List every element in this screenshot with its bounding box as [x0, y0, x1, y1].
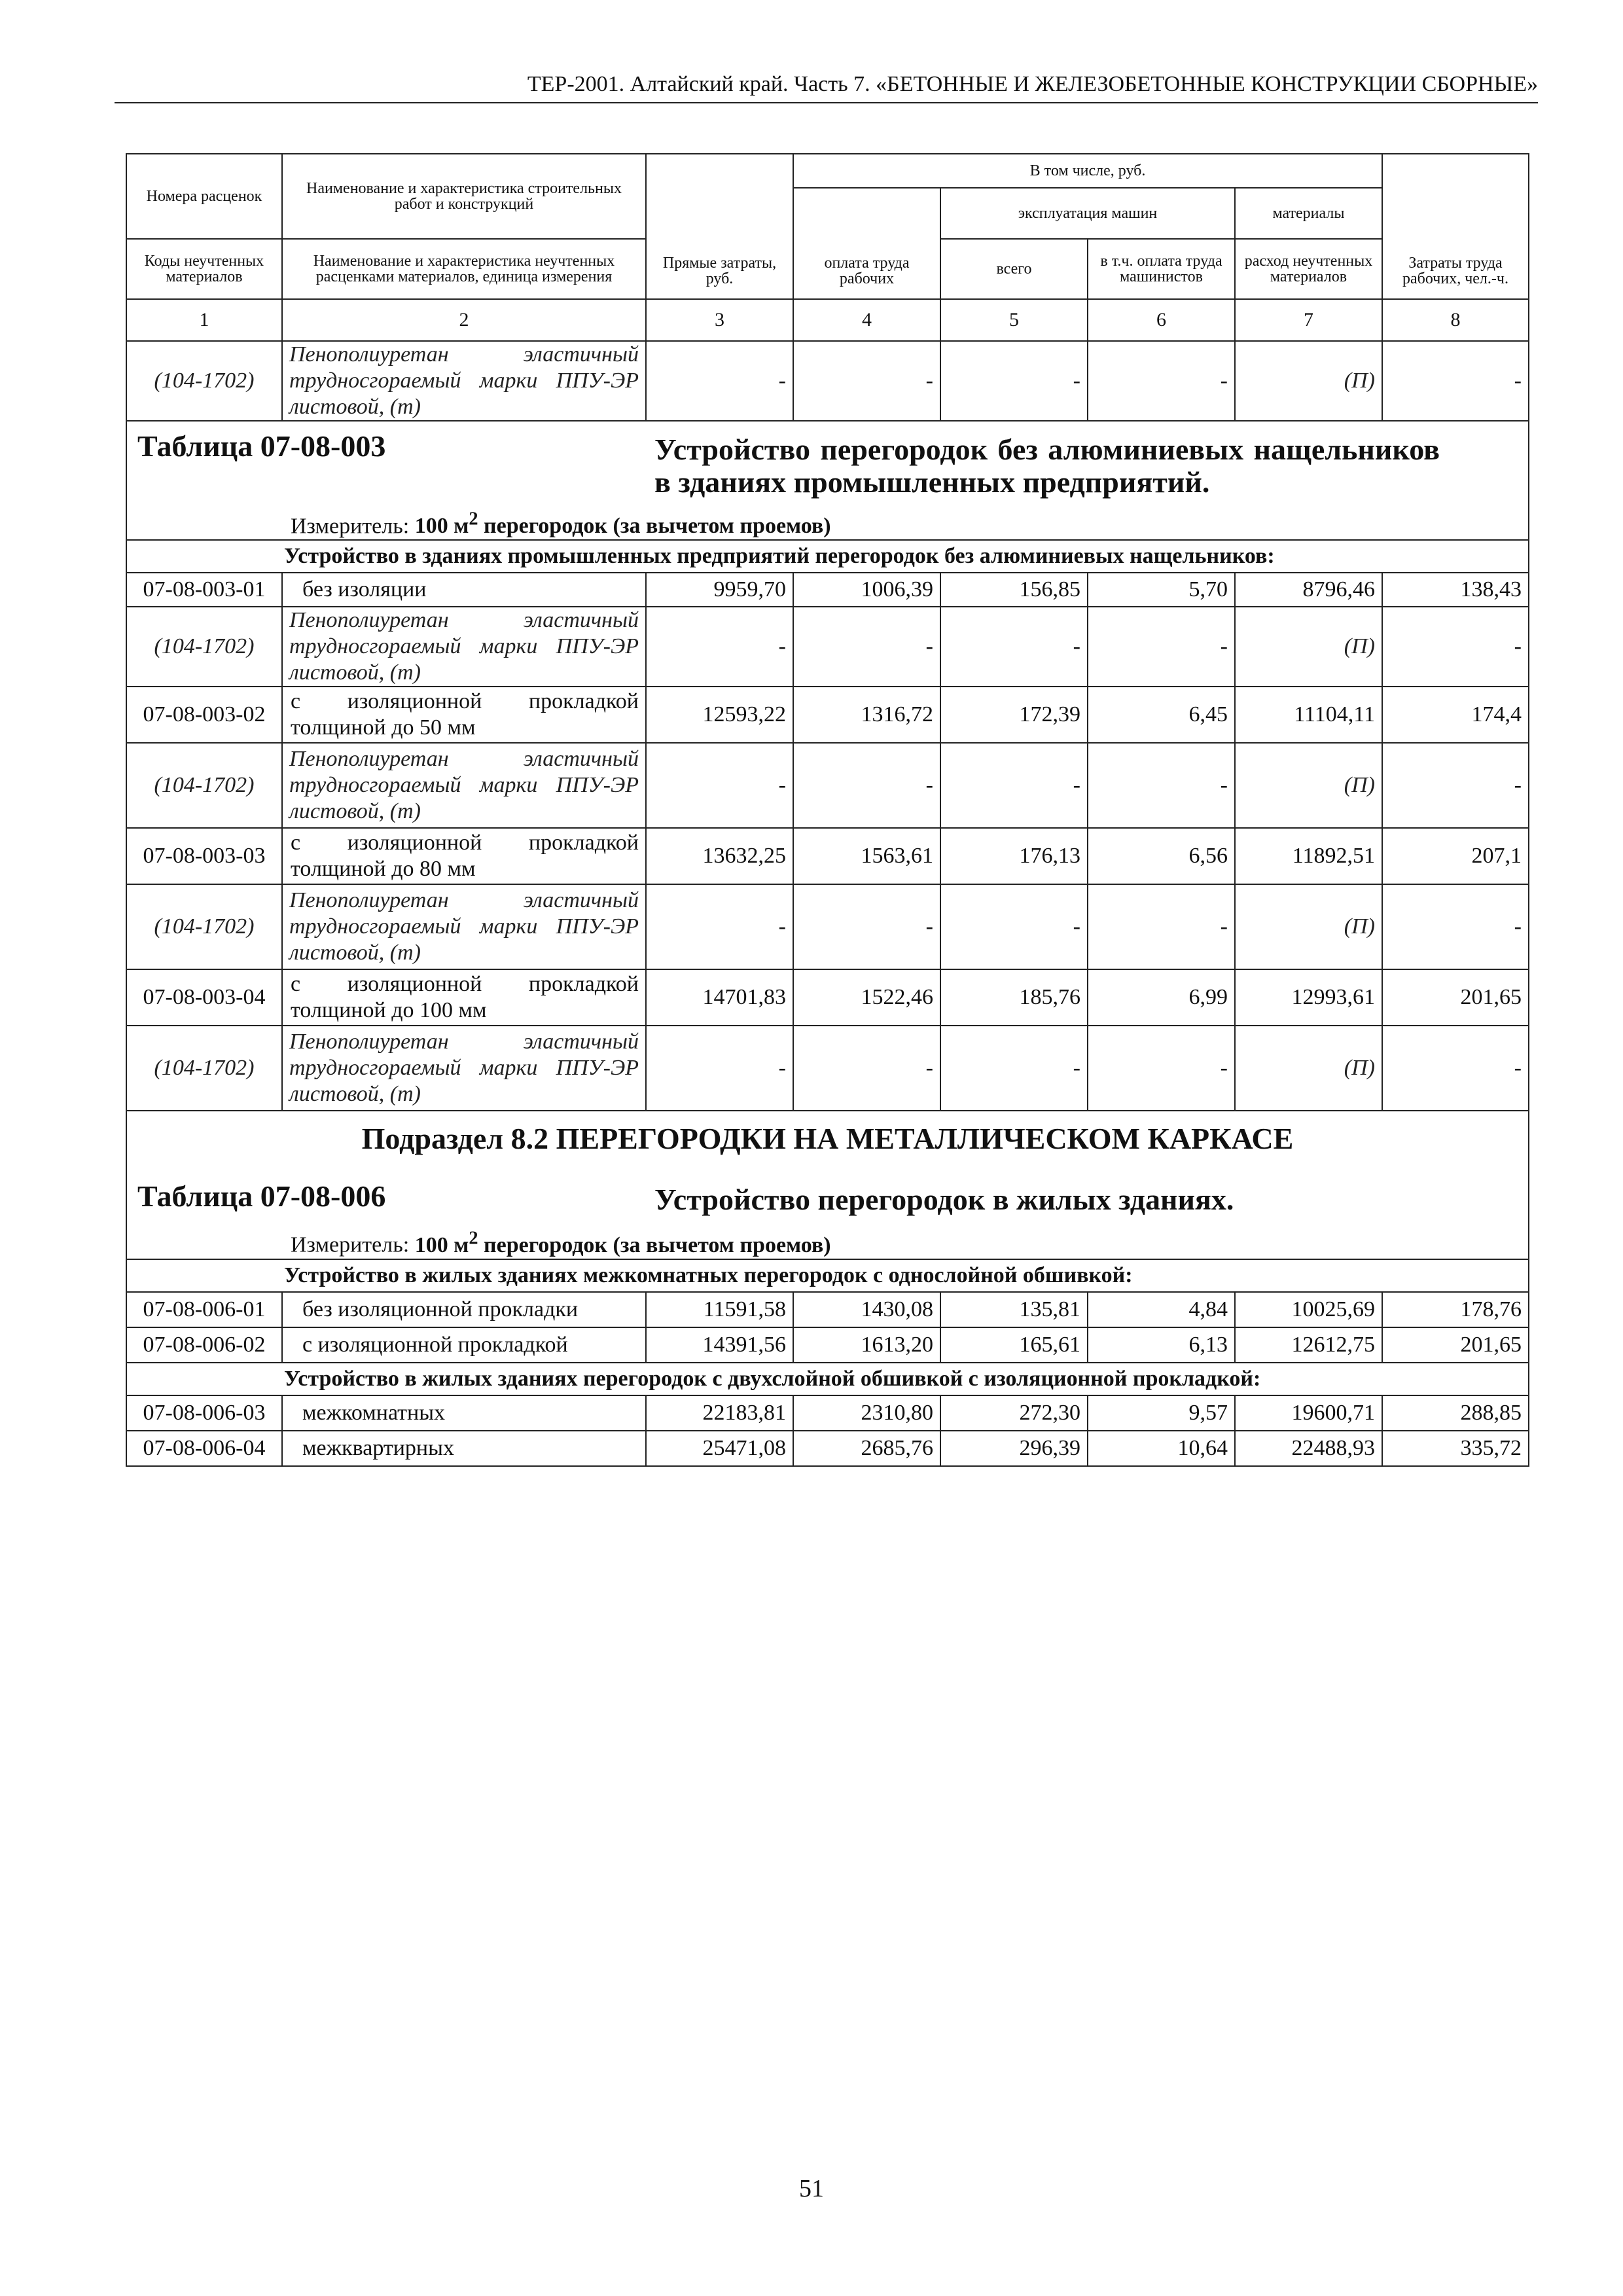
table-number: Таблица 07-08-006 [137, 1179, 386, 1213]
col-number: 6 [1088, 299, 1235, 341]
rate-value: 22183,81 [646, 1395, 793, 1431]
rate-row [126, 1395, 1529, 1431]
col-number: 4 [793, 299, 940, 341]
col-header-unaccounted-materials: расход неучтенных материалов [1235, 239, 1382, 299]
rate-code: 07-08-006-02 [126, 1327, 282, 1363]
rate-value: 201,65 [1382, 969, 1529, 1026]
col-header-direct-costs: Прямые затраты, руб. [646, 154, 793, 299]
material-value: - [1088, 743, 1235, 828]
measure-row [126, 507, 1529, 540]
rate-row [126, 1431, 1529, 1466]
measure-unit: 100 $м^2$ перегородок (за вычетом проемов) [414, 1228, 831, 1257]
column-numbers [126, 299, 1529, 341]
rate-name: без изоляционной прокладки [282, 1292, 646, 1327]
rate-value: 296,39 [940, 1431, 1088, 1466]
rate-value: 201,65 [1382, 1327, 1529, 1363]
material-value: - [940, 743, 1088, 828]
section-title: Устройство в жилых зданиях межкомнатных перегородок с однослойной обшивкой: [126, 1259, 1529, 1292]
subsection-row [126, 1111, 1529, 1172]
rate-name: с изоляционной прокладкой толщиной до 100 мм [282, 969, 646, 1026]
rate-value: 1430,08 [793, 1292, 940, 1327]
measure-label: Измеритель: [291, 1232, 410, 1257]
rate-code: 07-08-006-03 [126, 1395, 282, 1431]
material-value: - [646, 884, 793, 969]
material-value: - [646, 341, 793, 421]
col-number: 1 [126, 299, 282, 341]
rate-value: 12993,61 [1235, 969, 1382, 1026]
table-title-row [126, 1172, 1529, 1225]
material-value: - [646, 607, 793, 687]
rate-value: 207,1 [1382, 828, 1529, 884]
rate-value: 1006,39 [793, 573, 940, 607]
material-value: - [1088, 884, 1235, 969]
rate-value: 22488,93 [1235, 1431, 1382, 1466]
rate-code: 07-08-006-01 [126, 1292, 282, 1327]
material-row [126, 341, 1529, 421]
rate-value: 6,45 [1088, 687, 1235, 743]
col-header-labor-pay: оплата труда рабочих [793, 188, 940, 299]
rate-value: 176,13 [940, 828, 1088, 884]
rate-value: 135,81 [940, 1292, 1088, 1327]
material-value: - [646, 743, 793, 828]
col-number: 8 [1382, 299, 1529, 341]
section-row [126, 1363, 1529, 1395]
table-body [126, 341, 1529, 1466]
rate-row [126, 828, 1529, 884]
material-value: (П) [1235, 1026, 1382, 1111]
rate-value: 6,13 [1088, 1327, 1235, 1363]
rates-table [126, 153, 1529, 1467]
running-header: ТЕР-2001. Алтайский край. Часть 7. «БЕТОННЫЕ И ЖЕЛЕЗОБЕТОННЫЕ КОНСТРУКЦИИ СБОРНЫЕ» [115, 72, 1538, 103]
col-header-machines: эксплуатация машин [940, 188, 1235, 239]
col-header-material-codes: Коды неучтенных материалов [126, 239, 282, 299]
rate-value: 178,76 [1382, 1292, 1529, 1327]
material-code: (104-1702) [126, 1026, 282, 1111]
rate-code: 07-08-003-03 [126, 828, 282, 884]
material-value: - [1382, 884, 1529, 969]
rate-value: 1316,72 [793, 687, 940, 743]
table-number: Таблица 07-08-003 [137, 429, 386, 463]
material-code: (104-1702) [126, 341, 282, 421]
rate-code: 07-08-003-04 [126, 969, 282, 1026]
page-number: 51 [799, 2175, 824, 2202]
rate-value: 14391,56 [646, 1327, 793, 1363]
material-value: - [1088, 341, 1235, 421]
section-title: Устройство в зданиях промышленных предприятий перегородок без алюминиевых нащельников: [126, 540, 1529, 573]
measure-unit: 100 $м^2$ перегородок (за вычетом проемов) [414, 509, 831, 539]
rate-name: без изоляции [282, 573, 646, 607]
measure-label: Измеритель: [291, 514, 410, 539]
section-row [126, 540, 1529, 573]
col-header-work-name: Наименование и характеристика строительных работ и конструкций [282, 154, 646, 239]
rate-value: 11892,51 [1235, 828, 1382, 884]
material-value: - [940, 341, 1088, 421]
table-title-row [126, 421, 1529, 507]
material-row [126, 743, 1529, 828]
material-code: (104-1702) [126, 884, 282, 969]
rate-value: 156,85 [940, 573, 1088, 607]
material-name: Пенополиуретан эластичный трудносгораемый марки ППУ-ЭР листовой, (т) [282, 341, 646, 421]
rate-name: с изоляционной прокладкой толщиной до 50 мм [282, 687, 646, 743]
material-value: - [793, 884, 940, 969]
material-value: - [793, 1026, 940, 1111]
rate-name: межквартирных [282, 1431, 646, 1466]
rate-value: 6,99 [1088, 969, 1235, 1026]
material-value: - [1382, 1026, 1529, 1111]
rate-value: 6,56 [1088, 828, 1235, 884]
material-code: (104-1702) [126, 743, 282, 828]
material-value: (П) [1235, 607, 1382, 687]
material-name: Пенополиуретан эластичный трудносгораемый марки ППУ-ЭР листовой, (т) [282, 884, 646, 969]
rate-value: 10025,69 [1235, 1292, 1382, 1327]
rate-code: 07-08-006-04 [126, 1431, 282, 1466]
rate-value: 1522,46 [793, 969, 940, 1026]
rate-row [126, 573, 1529, 607]
rate-value: 11104,11 [1235, 687, 1382, 743]
rate-value: 19600,71 [1235, 1395, 1382, 1431]
material-value: - [940, 1026, 1088, 1111]
measure-row [126, 1225, 1529, 1259]
rate-value: 1613,20 [793, 1327, 940, 1363]
material-value: - [940, 607, 1088, 687]
rate-value: 9959,70 [646, 573, 793, 607]
rate-name: с изоляционной прокладкой толщиной до 80 мм [282, 828, 646, 884]
rate-value: 4,84 [1088, 1292, 1235, 1327]
rate-code: 07-08-003-01 [126, 573, 282, 607]
rate-row [126, 687, 1529, 743]
material-name: Пенополиуретан эластичный трудносгораемый марки ППУ-ЭР листовой, (т) [282, 743, 646, 828]
rate-row [126, 1327, 1529, 1363]
rate-value: 10,64 [1088, 1431, 1235, 1466]
material-value: (П) [1235, 884, 1382, 969]
rate-value: 272,30 [940, 1395, 1088, 1431]
section-title: Устройство в жилых зданиях перегородок с двухслойной обшивкой с изоляционной прокладкой: [126, 1363, 1529, 1395]
col-header-machinists-pay: в т.ч. оплата труда машинистов [1088, 239, 1235, 299]
rate-value: 14701,83 [646, 969, 793, 1026]
rate-code: 07-08-003-02 [126, 687, 282, 743]
col-header-material-names: Наименование и характеристика неучтенных расценками материалов, единица измерения [282, 239, 646, 299]
material-row [126, 884, 1529, 969]
material-value: (П) [1235, 743, 1382, 828]
rate-value: 12612,75 [1235, 1327, 1382, 1363]
rate-value: 9,57 [1088, 1395, 1235, 1431]
rate-value: 2685,76 [793, 1431, 940, 1466]
rate-value: 11591,58 [646, 1292, 793, 1327]
rate-row [126, 1292, 1529, 1327]
material-name: Пенополиуретан эластичный трудносгораемый марки ППУ-ЭР листовой, (т) [282, 1026, 646, 1111]
subsection-title: Подраздел 8.2 ПЕРЕГОРОДКИ НА МЕТАЛЛИЧЕСКОМ КАРКАСЕ [361, 1122, 1294, 1156]
rate-value: 13632,25 [646, 828, 793, 884]
table-title: Устройство перегородок без алюминиевых нащельников в зданиях промышленных предприятий. [654, 433, 1440, 499]
rate-value: 138,43 [1382, 573, 1529, 607]
material-value: - [646, 1026, 793, 1111]
col-header-materials: материалы [1235, 188, 1382, 239]
rate-value: 288,85 [1382, 1395, 1529, 1431]
rate-name: межкомнатных [282, 1395, 646, 1431]
rate-value: 5,70 [1088, 573, 1235, 607]
col-header-rate-numbers: Номера расценок [126, 154, 282, 239]
rate-value: 165,61 [940, 1327, 1088, 1363]
rate-value: 172,39 [940, 687, 1088, 743]
material-name: Пенополиуретан эластичный трудносгораемый марки ППУ-ЭР листовой, (т) [282, 607, 646, 687]
material-value: - [1088, 607, 1235, 687]
rate-value: 2310,80 [793, 1395, 940, 1431]
rate-value: 12593,22 [646, 687, 793, 743]
material-value: - [1382, 341, 1529, 421]
rate-value: 174,4 [1382, 687, 1529, 743]
rate-row [126, 969, 1529, 1026]
rate-value: 25471,08 [646, 1431, 793, 1466]
rate-value: 185,76 [940, 969, 1088, 1026]
material-value: - [940, 884, 1088, 969]
rate-name: с изоляционной прокладкой [282, 1327, 646, 1363]
table-header [126, 154, 1529, 299]
table-title: Устройство перегородок в жилых зданиях. [654, 1183, 1234, 1217]
rate-value: 1563,61 [793, 828, 940, 884]
col-number: 7 [1235, 299, 1382, 341]
col-number: 5 [940, 299, 1088, 341]
col-header-including: В том числе, руб. [793, 154, 1382, 188]
col-number: 3 [646, 299, 793, 341]
material-value: - [793, 607, 940, 687]
material-value: - [793, 341, 940, 421]
material-value: (П) [1235, 341, 1382, 421]
rate-value: 335,72 [1382, 1431, 1529, 1466]
material-value: - [1382, 743, 1529, 828]
material-row [126, 1026, 1529, 1111]
col-header-machines-total: всего [940, 239, 1088, 299]
rates-document [126, 153, 1525, 1467]
section-row [126, 1259, 1529, 1292]
col-number: 2 [282, 299, 646, 341]
material-value: - [793, 743, 940, 828]
col-header-labor-hours: Затраты труда рабочих, чел.-ч. [1382, 154, 1529, 299]
material-code: (104-1702) [126, 607, 282, 687]
rate-value: 8796,46 [1235, 573, 1382, 607]
material-row [126, 607, 1529, 687]
material-value: - [1382, 607, 1529, 687]
material-value: - [1088, 1026, 1235, 1111]
